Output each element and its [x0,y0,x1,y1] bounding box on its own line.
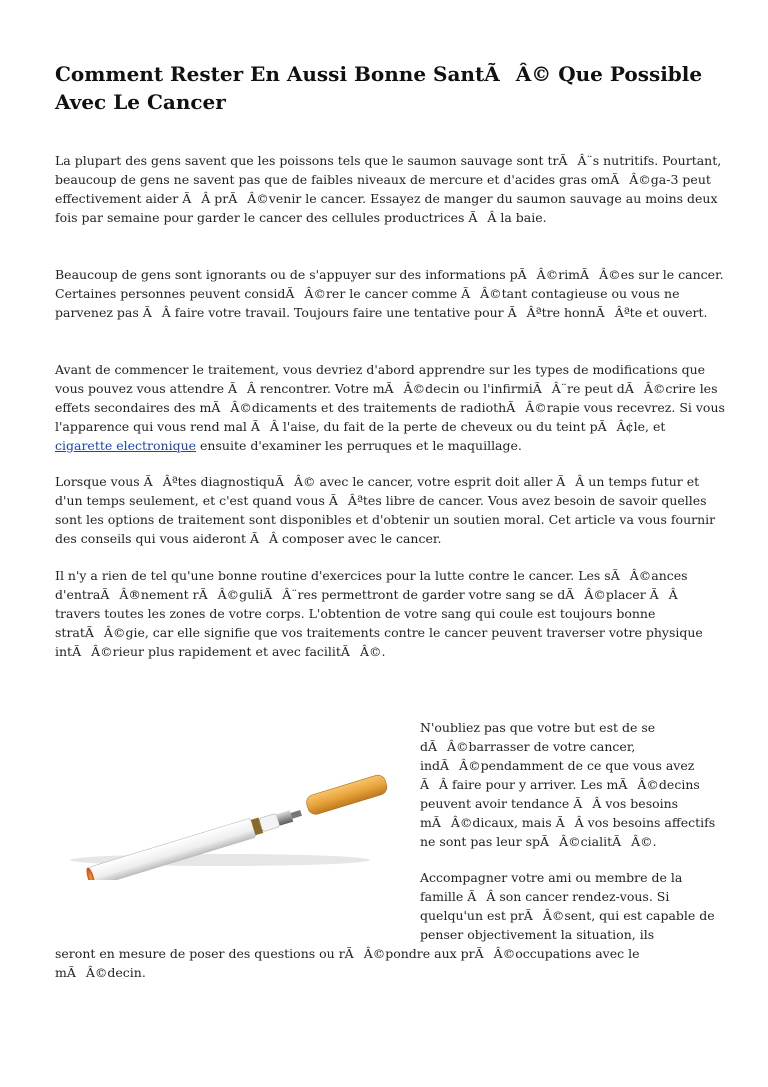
cartridge-filter [305,773,389,816]
paragraph-5: Il n'y a rien de tel qu'une bonne routine d'exercices pour la lutte contre le cancer. Les sÃÂ©ances d'entraÃÂ®nement rÃÂ©guliÃÂ¨res permettront de garder votre sang se dÃÂ©placer ÃÂ travers toutes les zones de votre corps. L'obtention de votre sang qui coule est toujours bonne stratÃÂ©gie, car elle signifie que vos traitements contre le cancer peuvent traverser votre physique intÃÂ©rieur plus rapidement et avec facilitÃÂ©. [55,568,703,659]
paragraph-4: Lorsque vous ÃÂªtes diagnostiquÃÂ© avec le cancer, votre esprit doit aller ÃÂ un temps futur et d'un temps seulement, et c'est quand vous ÃÂªtes libre de cancer. Vous avez besoin de savoir quelles sont les options de traitement sont disponibles et d'obtenir un soutien moral. Cet article va vous fournir des conseils qui vous aideront ÃÂ composer avec le cancer. [55,474,716,546]
paragraph-3-text-a: Avant de commencer le traitement, vous devriez d'abord apprendre sur les types de modifications que vous pouvez vous attendre ÃÂ rencontrer. Votre mÃÂ©decin ou l'infirmiÃÂ¨re peut dÃÂ©crire les effets secondaires des mÃÂ©dicaments et des traitements de radiothÃÂ©rapie vous recevrez. Si vous l'apparence qui vous rend mal ÃÂ l'aise, du fait de la perte de cheveux ou du teint pÃÂ¢le, et [55,362,725,434]
paragraph-3-text-b: ensuite d'examiner les perruques et le maquillage. [196,438,522,453]
page-title: Comment Rester En Aussi Bonne SantÃÂ© Que Possible Avec Le Cancer [55,62,703,114]
paragraph-2: Beaucoup de gens sont ignorants ou de s'appuyer sur des informations pÃÂ©rimÃÂ©es sur le cancer. Certaines personnes peuvent considÃÂ©rer le cancer comme ÃÂ©tant contagieuse ou vous ne parvenez pas ÃÂ faire votre travail. Toujours faire une tentative pour ÃÂªtre honnÃÂªte et ouvert. [55,267,724,320]
paragraph-6: N'oubliez pas que votre but est de se dÃÂ©barrasser de votre cancer, indÃÂ©pendamment de ce que vous avez ÃÂ faire pour y arriver. Les mÃÂ©decins peuvent avoir tendance ÃÂ vos besoins mÃÂ©dicaux, mais ÃÂ vos besoins affectifs ne sont pas leur spÃÂ©cialitÃÂ©. [420,720,716,849]
cigarette-electronique-link[interactable]: cigarette electronique [55,438,197,453]
paragraph-7-side: Accompagner votre ami ou membre de la famille ÃÂ son cancer rendez-vous. Si quelqu'un est prÃÂ©sent, qui est capable de penser objectivement la situation, ils [420,870,715,942]
electronic-cigarette-image [60,760,405,880]
paragraph-1: La plupart des gens savent que les poissons tels que le saumon sauvage sont trÃÂ¨s nutritifs. Pourtant, beaucoup de gens ne savent pas que de faibles niveaux de mercure et d'acides gras omÃÂ©ga-3 peut effectivement aider ÃÂ prÃÂ©venir le cancer. Essayez de manger du saumon sauvage au moins deux fois par semaine pour garder le cancer des cellules productrices ÃÂ la baie. [55,153,722,225]
paragraph-3 [55,360,725,455]
paragraph-7-tail: seront en mesure de poser des questions ou rÃÂ©pondre aux prÃÂ©occupations avec le mÃÂ©decin. [55,946,640,980]
battery-body [88,818,256,880]
connector-pin [291,810,302,819]
